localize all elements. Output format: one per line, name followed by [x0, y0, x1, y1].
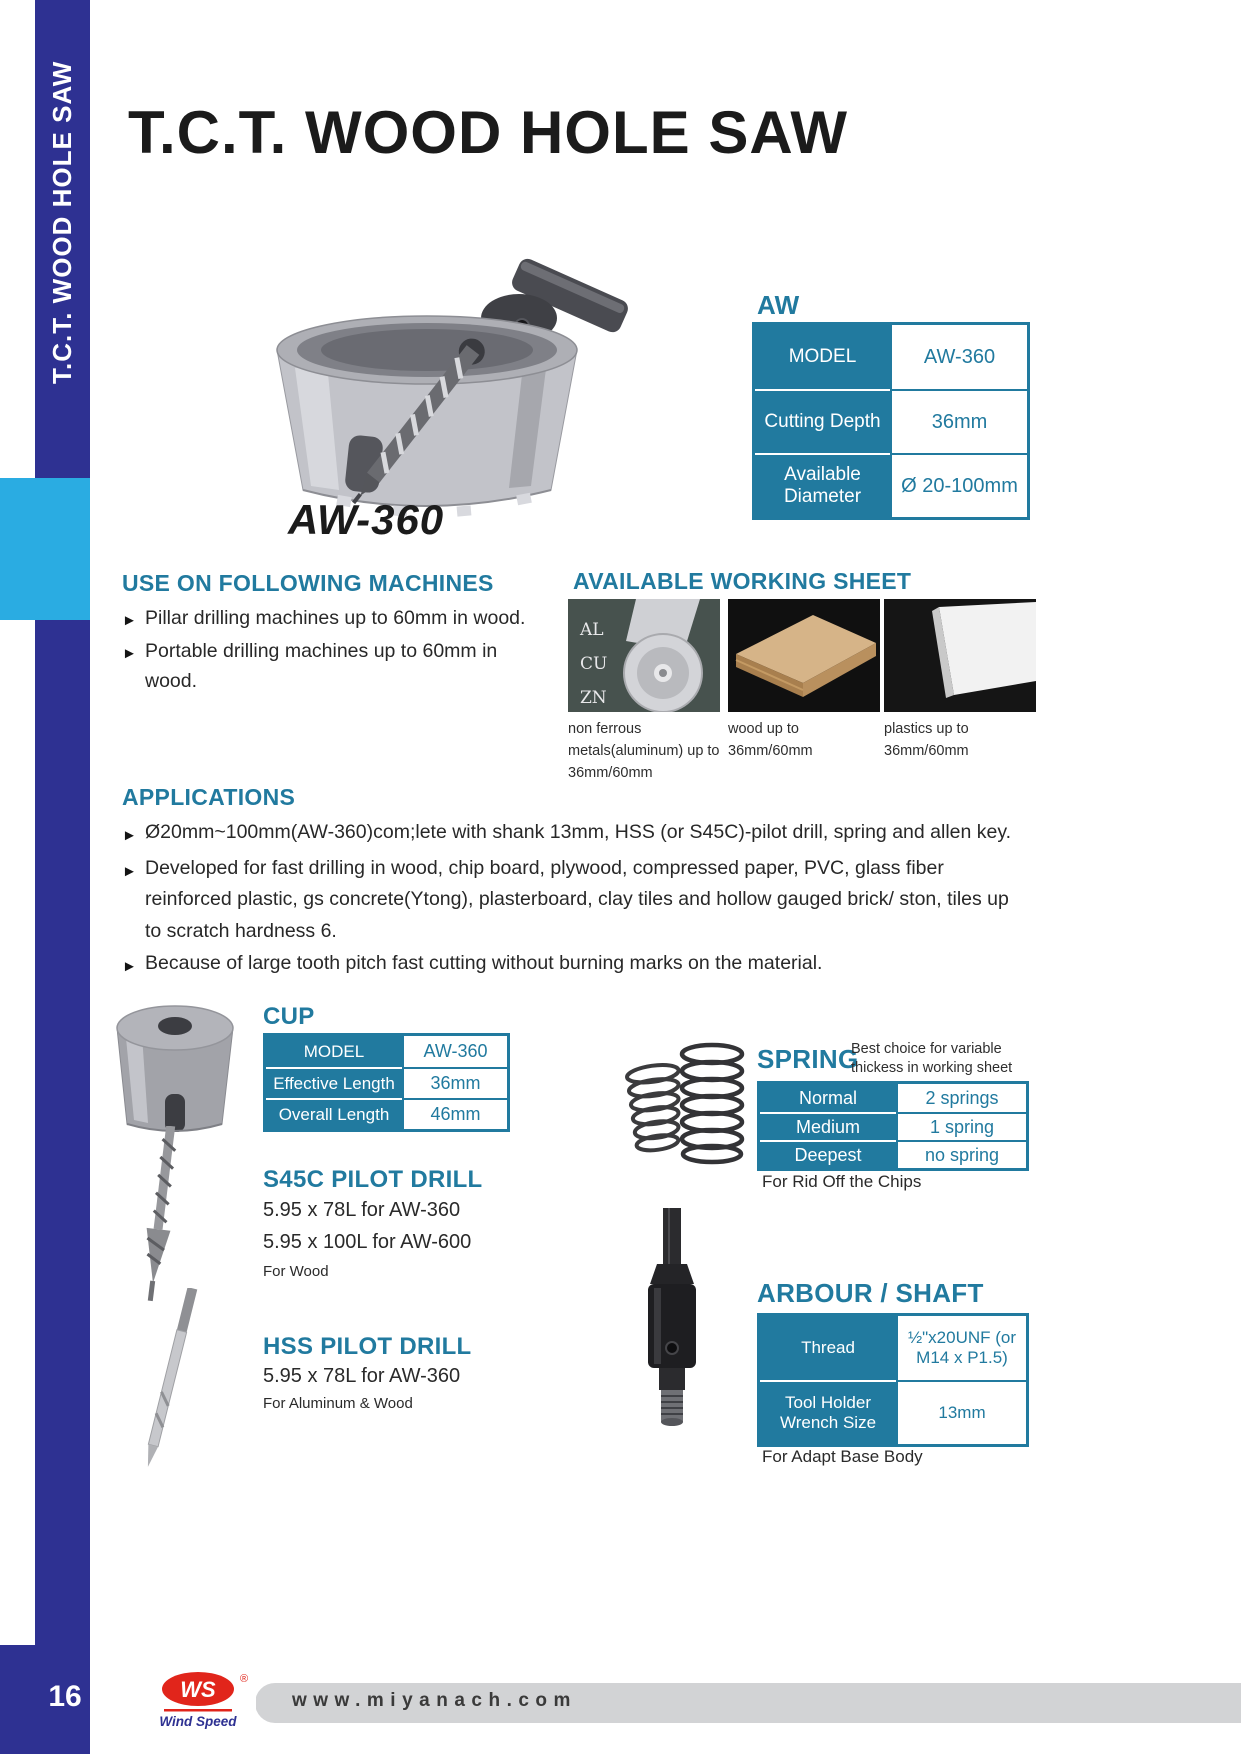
row-label: Tool Holder Wrench Size — [760, 1380, 896, 1444]
applications-list — [122, 817, 1014, 984]
row-value: AW-360 — [402, 1036, 507, 1067]
website-url: www.miyanach.com — [292, 1690, 577, 1711]
hole-saw-photo — [225, 238, 645, 523]
spring-footnote: For Rid Off the Chips — [762, 1172, 922, 1191]
table-row — [760, 1112, 1026, 1140]
row-label: Overall Length — [266, 1098, 402, 1129]
row-label: Available Diameter — [755, 453, 890, 517]
row-value: 36mm — [890, 389, 1027, 453]
working-sheet-caption: wood up to 36mm/60mm — [728, 721, 813, 759]
metal-label-zn: ZN — [580, 688, 607, 708]
table-row — [266, 1036, 507, 1067]
page-title: T.C.T. WOOD HOLE SAW — [128, 99, 848, 166]
working-sheet-item-metal — [568, 599, 720, 784]
wood-board-photo — [728, 599, 880, 712]
list-item-text: Because of large tooth pitch fast cutting without burning marks on the material. — [145, 952, 823, 974]
row-label: Cutting Depth — [755, 389, 890, 453]
s45c-spec-line: 5.95 x 100L for AW-600 — [263, 1231, 472, 1253]
row-label: Medium — [760, 1112, 896, 1140]
cup-photo — [112, 998, 240, 1140]
list-item-text: Portable drilling machines up to 60mm in wood. — [145, 640, 498, 692]
row-value: 46mm — [402, 1098, 507, 1129]
brand-logo — [156, 1668, 256, 1732]
bullet-arrow-icon: ► — [122, 827, 137, 844]
page-number: 16 — [48, 1680, 82, 1713]
hss-spec-line: 5.95 x 78L for AW-360 — [263, 1365, 461, 1387]
springs-photo — [616, 1040, 750, 1168]
table-row — [266, 1098, 507, 1129]
row-label: MODEL — [266, 1036, 402, 1067]
product-model-label: AW-360 — [288, 496, 445, 543]
working-sheet-heading: AVAILABLE WORKING SHEET — [573, 568, 912, 594]
list-item — [122, 948, 1014, 983]
table-row — [760, 1140, 1026, 1168]
applications-heading: APPLICATIONS — [122, 784, 296, 810]
row-value: 2 springs — [896, 1084, 1026, 1112]
s45c-spec-line: 5.95 x 78L for AW-360 — [263, 1199, 461, 1221]
logo-subtext: Wind Speed — [159, 1714, 237, 1729]
row-value: 13mm — [896, 1380, 1026, 1444]
table-row — [760, 1084, 1026, 1112]
row-value: no spring — [896, 1140, 1026, 1168]
table-row — [755, 389, 1027, 453]
working-sheet-item-plastic — [884, 599, 1036, 762]
row-value: 1 spring — [896, 1112, 1026, 1140]
machines-heading: USE ON FOLLOWING MACHINES — [122, 570, 494, 596]
metal-label-al: AL — [580, 620, 604, 640]
row-label: Thread — [760, 1316, 896, 1380]
hss-drill-photo — [146, 1288, 236, 1506]
cup-spec-table — [263, 1033, 510, 1132]
arbour-table — [757, 1313, 1029, 1447]
list-item — [122, 817, 1014, 852]
ws-logo-icon — [156, 1668, 256, 1732]
row-value: AW-360 — [890, 325, 1027, 389]
row-label: MODEL — [755, 325, 890, 389]
table-row — [760, 1316, 1026, 1380]
non-ferrous-metal-photo — [568, 599, 720, 712]
list-item-text: Pillar drilling machines up to 60mm in wood. — [145, 607, 526, 629]
list-item — [122, 603, 554, 636]
row-label: Deepest — [760, 1140, 896, 1168]
row-value: Ø 20-100mm — [890, 453, 1027, 517]
arbour-heading: ARBOUR / SHAFT — [757, 1278, 984, 1308]
spring-heading: SPRING — [757, 1044, 859, 1074]
registered-mark: ® — [240, 1673, 249, 1685]
list-item — [122, 853, 1014, 948]
machines-list — [122, 603, 554, 696]
s45c-heading: S45C PILOT DRILL — [263, 1166, 483, 1193]
bullet-arrow-icon: ► — [122, 645, 137, 662]
list-item-text: Developed for fast drilling in wood, chip board, plywood, compressed paper, PVC, glass fiber reinforced plastic, gs concrete(Ytong), plasterboard, clay tiles and hollow gauged brick/ ston, tiles up to scratch hardness 6. — [145, 856, 1009, 942]
working-sheet-caption: non ferrous metals(aluminum) up to 36mm/60mm — [568, 721, 720, 781]
arbour-footnote: For Adapt Base Body — [762, 1447, 923, 1466]
row-value: 36mm — [402, 1067, 507, 1098]
hss-note: For Aluminum & Wood — [263, 1395, 413, 1412]
row-label: Effective Length — [266, 1067, 402, 1098]
working-sheet-caption: plastics up to 36mm/60mm — [884, 721, 969, 759]
row-label: Normal — [760, 1084, 896, 1112]
cup-heading: CUP — [263, 1003, 315, 1030]
table-row — [755, 325, 1027, 389]
sidebar-vertical-label: T.C.T. WOOD HOLE SAW — [47, 60, 77, 385]
plastic-sheet-photo — [884, 599, 1036, 712]
arbour-photo — [626, 1206, 720, 1440]
row-value: ½"x20UNF (or M14 x P1.5) — [896, 1316, 1026, 1380]
hss-heading: HSS PILOT DRILL — [263, 1333, 472, 1360]
table-row — [760, 1380, 1026, 1444]
list-item — [122, 636, 554, 696]
working-sheet-item-wood — [728, 599, 880, 762]
aw-table-title: AW — [757, 290, 800, 320]
table-row — [266, 1067, 507, 1098]
logo-text: WS — [180, 1677, 216, 1702]
bullet-arrow-icon: ► — [122, 862, 137, 880]
spring-table — [757, 1081, 1029, 1171]
list-item-text: Ø20mm~100mm(AW-360)com;lete with shank 13mm, HSS (or S45C)-pilot drill, spring and allen key. — [145, 821, 1012, 843]
sidebar-accent-block — [0, 478, 90, 620]
bullet-arrow-icon: ► — [122, 612, 137, 629]
table-row — [755, 453, 1027, 517]
spring-note: Best choice for variable thickess in working sheet — [851, 1041, 1013, 1076]
aw-spec-table — [752, 322, 1030, 520]
metal-label-cu: CU — [580, 654, 608, 674]
s45c-note: For Wood — [263, 1263, 329, 1280]
bullet-arrow-icon: ► — [122, 958, 137, 975]
